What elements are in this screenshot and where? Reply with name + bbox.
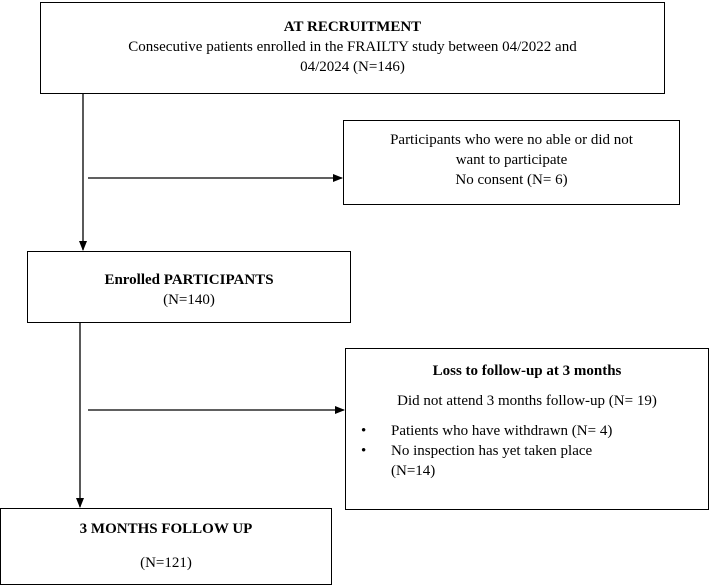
loss-reason-withdrawn: Patients who have withdrawn (N= 4) xyxy=(391,423,613,439)
bullet-icon: • xyxy=(361,443,367,459)
loss-subtitle: Did not attend 3 months follow-up (N= 19) xyxy=(397,393,657,409)
excluded-box xyxy=(343,120,680,205)
loss-reason-item xyxy=(346,441,708,481)
recruitment-title: AT RECRUITMENT xyxy=(283,19,422,35)
excluded-line-3: No consent (N= 6) xyxy=(455,172,568,188)
loss-title: Loss to follow-up at 3 months xyxy=(432,363,622,379)
enrolled-box xyxy=(27,251,351,323)
followup-title: 3 MONTHS FOLLOW UP xyxy=(79,521,253,537)
recruitment-line-2: 04/2024 (N=146) xyxy=(300,59,405,75)
loss-reason-no-inspection: No inspection has yet taken place xyxy=(391,443,593,459)
enrolled-title: Enrolled PARTICIPANTS xyxy=(104,272,274,288)
excluded-line-1: Participants who were no able or did not xyxy=(390,132,633,148)
recruitment-line-1: Consecutive patients enrolled in the FRAILTY study between 04/2022 and xyxy=(128,39,577,55)
loss-reason-no-inspection-count: (N=14) xyxy=(391,463,436,479)
enrolled-count: (N=140) xyxy=(163,292,215,308)
bullet-icon: • xyxy=(361,423,367,439)
followup-box xyxy=(0,508,332,585)
followup-count: (N=121) xyxy=(140,555,192,571)
excluded-line-2: want to participate xyxy=(455,152,568,168)
loss-to-followup-box xyxy=(345,348,709,510)
recruitment-box xyxy=(40,2,665,94)
loss-reasons-list xyxy=(346,421,708,481)
loss-reason-item xyxy=(346,421,708,441)
